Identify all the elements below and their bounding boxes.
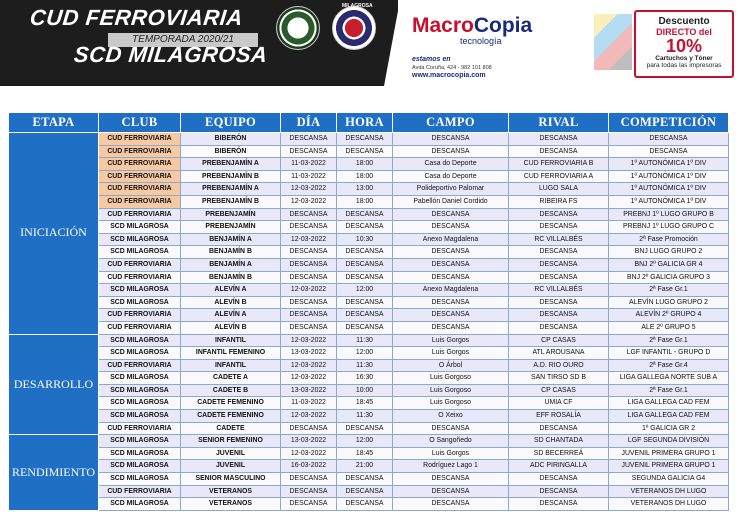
time-cell: 12:00 bbox=[337, 347, 393, 360]
table-row bbox=[9, 473, 729, 486]
table-row bbox=[9, 233, 729, 246]
table-row bbox=[9, 435, 729, 448]
club-cell: SCD MILAGROSA bbox=[99, 233, 181, 246]
team-cell: ALEVÍN A bbox=[181, 284, 281, 297]
club-cell: SCD MILAGROSA bbox=[99, 246, 181, 259]
rival-cell: DESCANSA bbox=[509, 258, 609, 271]
club-cell: SCD MILAGROSA bbox=[99, 221, 181, 234]
day-cell: 13-03-2022 bbox=[281, 435, 337, 448]
field-cell: Luis Gorgoso bbox=[393, 372, 509, 385]
crest-label: MILAGROSA bbox=[342, 3, 373, 9]
team-cell: INFANTIL bbox=[181, 334, 281, 347]
rival-cell: SD BECERREÁ bbox=[509, 447, 609, 460]
competition-cell: BNJ LUGO GRUPO 2 bbox=[609, 246, 729, 259]
table-row bbox=[9, 296, 729, 309]
table-row bbox=[9, 334, 729, 347]
team-cell: CADETE FEMENINO bbox=[181, 410, 281, 423]
time-cell: DESCANSA bbox=[337, 321, 393, 334]
header-banner bbox=[0, 0, 750, 92]
table-row bbox=[9, 246, 729, 259]
table-row bbox=[9, 208, 729, 221]
time-cell: DESCANSA bbox=[337, 473, 393, 486]
time-cell: DESCANSA bbox=[337, 208, 393, 221]
col-header-equipo: EQUIPO bbox=[181, 113, 281, 133]
team-cell: BENJAMÍN B bbox=[181, 246, 281, 259]
team-cell: ALEVÍN B bbox=[181, 321, 281, 334]
day-cell: DESCANSA bbox=[281, 296, 337, 309]
team-cell: BIBERÓN bbox=[181, 145, 281, 158]
club-cell: SCD MILAGROSA bbox=[99, 334, 181, 347]
day-cell: 13-03-2022 bbox=[281, 347, 337, 360]
club-cell: SCD MILAGROSA bbox=[99, 460, 181, 473]
rival-cell: CUD FERROVIARIA B bbox=[509, 158, 609, 171]
rival-cell: RC VILLALBÉS bbox=[509, 233, 609, 246]
field-cell: O Árbol bbox=[393, 359, 509, 372]
rival-cell: ATL AROUSANA bbox=[509, 347, 609, 360]
day-cell: 12-03-2022 bbox=[281, 284, 337, 297]
competition-cell: 1º AUTONÓMICA 1º DIV bbox=[609, 158, 729, 171]
competition-cell: 1º AUTONÓMICA 1º DIV bbox=[609, 195, 729, 208]
rival-cell: DESCANSA bbox=[509, 485, 609, 498]
table-row bbox=[9, 347, 729, 360]
day-cell: 12-03-2022 bbox=[281, 410, 337, 423]
col-header-dia: DÍA bbox=[281, 113, 337, 133]
rival-cell: SD CHANTADA bbox=[509, 435, 609, 448]
field-cell: DESCANSA bbox=[393, 221, 509, 234]
competition-cell: 1º GALICIA GR 2 bbox=[609, 422, 729, 435]
rival-cell: DESCANSA bbox=[509, 296, 609, 309]
rival-cell: ADC PIRINGALLA bbox=[509, 460, 609, 473]
club-cell: SCD MILAGROSA bbox=[99, 284, 181, 297]
table-row bbox=[9, 284, 729, 297]
time-cell: 18:00 bbox=[337, 158, 393, 171]
competition-cell: ALEVÍN 2º GRUPO 4 bbox=[609, 309, 729, 322]
rival-cell: LUGO SALA bbox=[509, 183, 609, 196]
day-cell: 12-03-2022 bbox=[281, 183, 337, 196]
rival-cell: CP CASAS bbox=[509, 334, 609, 347]
field-cell: DESCANSA bbox=[393, 485, 509, 498]
table-row bbox=[9, 133, 729, 146]
rival-cell: CUD FERROVIARIA A bbox=[509, 170, 609, 183]
club-cell: SCD MILAGROSA bbox=[99, 296, 181, 309]
day-cell: DESCANSA bbox=[281, 208, 337, 221]
field-cell: Rodríguez Lago 1 bbox=[393, 460, 509, 473]
rival-cell: RIBEIRA FS bbox=[509, 195, 609, 208]
team-cell: BENJAMÍN A bbox=[181, 233, 281, 246]
sponsor-address: Avda Coruña, 424 - 982 101 808 bbox=[412, 65, 492, 71]
time-cell: DESCANSA bbox=[337, 485, 393, 498]
field-cell: Luis Gorgoso bbox=[393, 384, 509, 397]
table-row bbox=[9, 410, 729, 423]
table-row bbox=[9, 145, 729, 158]
col-header-campo: CAMPO bbox=[393, 113, 509, 133]
competition-cell: LIGA GALLEGA CAD FEM bbox=[609, 410, 729, 423]
competition-cell: ALEVÍN LUGO GRUPO 2 bbox=[609, 296, 729, 309]
rival-cell: EFF ROSALÍA bbox=[509, 410, 609, 423]
table-row bbox=[9, 422, 729, 435]
club-cell: CUD FERROVIARIA bbox=[99, 422, 181, 435]
banner-title-line2: SCD MILAGROSA bbox=[72, 42, 269, 67]
field-cell: Anexo Magdalena bbox=[393, 284, 509, 297]
banner-title-line1: CUD FERROVIARIA bbox=[28, 5, 245, 30]
team-cell: SENIOR MASCULINO bbox=[181, 473, 281, 486]
time-cell: DESCANSA bbox=[337, 498, 393, 511]
team-cell: VETERANOS bbox=[181, 485, 281, 498]
day-cell: DESCANSA bbox=[281, 309, 337, 322]
time-cell: 16:30 bbox=[337, 372, 393, 385]
competition-cell: SEGUNDA GALICIA G4 bbox=[609, 473, 729, 486]
field-cell: DESCANSA bbox=[393, 271, 509, 284]
competition-cell: JUVENIL PRIMERA GRUPO 1 bbox=[609, 447, 729, 460]
table-row bbox=[9, 384, 729, 397]
day-cell: 12-03-2022 bbox=[281, 195, 337, 208]
team-cell: VETERANOS bbox=[181, 498, 281, 511]
club-cell: SCD MILAGROSA bbox=[99, 410, 181, 423]
rival-cell: DESCANSA bbox=[509, 498, 609, 511]
table-row bbox=[9, 447, 729, 460]
time-cell: 18:00 bbox=[337, 195, 393, 208]
competition-cell: LGF SEGUNDA DIVISIÓN bbox=[609, 435, 729, 448]
competition-cell: 1º AUTONÓMICA 1º DIV bbox=[609, 170, 729, 183]
club-cell: SCD MILAGROSA bbox=[99, 498, 181, 511]
milagrosa-crest-icon bbox=[332, 6, 376, 50]
day-cell: DESCANSA bbox=[281, 498, 337, 511]
table-row bbox=[9, 372, 729, 385]
team-cell: CADETE bbox=[181, 422, 281, 435]
field-cell: DESCANSA bbox=[393, 208, 509, 221]
field-cell: DESCANSA bbox=[393, 309, 509, 322]
table-row bbox=[9, 321, 729, 334]
rival-cell: CP CASAS bbox=[509, 384, 609, 397]
sponsor-ad[interactable] bbox=[398, 0, 750, 86]
day-cell: 16-03-2022 bbox=[281, 460, 337, 473]
field-cell: O Xeixo bbox=[393, 410, 509, 423]
day-cell: DESCANSA bbox=[281, 145, 337, 158]
day-cell: DESCANSA bbox=[281, 485, 337, 498]
stage-cell: INICIACIÓN bbox=[9, 133, 99, 335]
time-cell: DESCANSA bbox=[337, 221, 393, 234]
club-cell: CUD FERROVIARIA bbox=[99, 208, 181, 221]
col-header-hora: HORA bbox=[337, 113, 393, 133]
rival-cell: DESCANSA bbox=[509, 309, 609, 322]
field-cell: Casa do Deporte bbox=[393, 170, 509, 183]
table-row bbox=[9, 309, 729, 322]
field-cell: Casa do Deporte bbox=[393, 158, 509, 171]
competition-cell: ALE 2º GRUPO 5 bbox=[609, 321, 729, 334]
rival-cell: UMIA CF bbox=[509, 397, 609, 410]
field-cell: Luis Gorgos bbox=[393, 447, 509, 460]
field-cell: DESCANSA bbox=[393, 296, 509, 309]
team-cell: CADETE A bbox=[181, 372, 281, 385]
time-cell: 18:45 bbox=[337, 397, 393, 410]
time-cell: 18:00 bbox=[337, 170, 393, 183]
time-cell: 10:30 bbox=[337, 233, 393, 246]
club-cell: CUD FERROVIARIA bbox=[99, 359, 181, 372]
promo-line4: Cartuchos y Tóner bbox=[655, 55, 713, 62]
club-cell: SCD MILAGROSA bbox=[99, 384, 181, 397]
time-cell: DESCANSA bbox=[337, 271, 393, 284]
table-header-row bbox=[9, 113, 729, 133]
table-row bbox=[9, 221, 729, 234]
competition-cell: VETERANOS DH LUGO bbox=[609, 498, 729, 511]
club-cell: SCD MILAGROSA bbox=[99, 473, 181, 486]
club-cell: SCD MILAGROSA bbox=[99, 372, 181, 385]
field-cell: Luis Gorgoso bbox=[393, 397, 509, 410]
club-cell: CUD FERROVIARIA bbox=[99, 195, 181, 208]
competition-cell: 2ª Fase Gr.1 bbox=[609, 284, 729, 297]
team-cell: BENJAMÍN A bbox=[181, 258, 281, 271]
sponsor-addr-intro: estamos en bbox=[412, 56, 451, 63]
rival-cell: A.D. RIO OURO bbox=[509, 359, 609, 372]
field-cell: Polideportivo Palomar bbox=[393, 183, 509, 196]
time-cell: DESCANSA bbox=[337, 296, 393, 309]
competition-cell: LGF INFANTIL - GRUPO D bbox=[609, 347, 729, 360]
stage-cell: RENDIMIENTO bbox=[9, 435, 99, 511]
day-cell: 11-03-2022 bbox=[281, 158, 337, 171]
time-cell: 18:45 bbox=[337, 447, 393, 460]
sponsor-logo bbox=[412, 14, 532, 38]
rival-cell: SAN TIRSO SD B bbox=[509, 372, 609, 385]
day-cell: 13-03-2022 bbox=[281, 384, 337, 397]
time-cell: DESCANSA bbox=[337, 246, 393, 259]
table-row bbox=[9, 460, 729, 473]
team-cell: PREBENJAMÍN bbox=[181, 208, 281, 221]
competition-cell: JUVENIL PRIMERA GRUPO 1 bbox=[609, 460, 729, 473]
day-cell: 11-03-2022 bbox=[281, 170, 337, 183]
field-cell: Luis Gorgos bbox=[393, 334, 509, 347]
day-cell: DESCANSA bbox=[281, 221, 337, 234]
time-cell: 21:00 bbox=[337, 460, 393, 473]
rival-cell: DESCANSA bbox=[509, 133, 609, 146]
col-header-rival: RIVAL bbox=[509, 113, 609, 133]
team-cell: SENIOR FEMENINO bbox=[181, 435, 281, 448]
field-cell: Pabellón Daniel Cordido bbox=[393, 195, 509, 208]
season-label: TEMPORADA 2020/21 bbox=[108, 33, 258, 47]
club-cell: CUD FERROVIARIA bbox=[99, 309, 181, 322]
club-cell: CUD FERROVIARIA bbox=[99, 183, 181, 196]
day-cell: DESCANSA bbox=[281, 422, 337, 435]
col-header-etapa: ETAPA bbox=[9, 113, 99, 133]
field-cell: DESCANSA bbox=[393, 473, 509, 486]
time-cell: DESCANSA bbox=[337, 258, 393, 271]
competition-cell: 2ª Fase Gr.1 bbox=[609, 384, 729, 397]
team-cell: BIBERÓN bbox=[181, 133, 281, 146]
table-row bbox=[9, 485, 729, 498]
time-cell: DESCANSA bbox=[337, 145, 393, 158]
team-cell: JUVENIL bbox=[181, 447, 281, 460]
team-cell: ALEVÍN B bbox=[181, 296, 281, 309]
team-cell: BENJAMÍN B bbox=[181, 271, 281, 284]
sponsor-subtitle: tecnología bbox=[460, 36, 502, 46]
team-cell: PREBENJAMÍN A bbox=[181, 183, 281, 196]
club-cell: SCD MILAGROSA bbox=[99, 347, 181, 360]
club-cell: SCD MILAGROSA bbox=[99, 447, 181, 460]
day-cell: 12-03-2022 bbox=[281, 447, 337, 460]
competition-cell: 2ª Fase Gr.1 bbox=[609, 334, 729, 347]
ferroviaria-crest-icon bbox=[276, 6, 320, 50]
day-cell: 12-03-2022 bbox=[281, 334, 337, 347]
field-cell: Anexo Magdalena bbox=[393, 233, 509, 246]
club-cell: CUD FERROVIARIA bbox=[99, 258, 181, 271]
competition-cell: LIGA GALLEGA NORTE SUB A bbox=[609, 372, 729, 385]
competition-cell: BNJ 2º GALICIA GR 4 bbox=[609, 258, 729, 271]
time-cell: DESCANSA bbox=[337, 133, 393, 146]
time-cell: 12:00 bbox=[337, 435, 393, 448]
field-cell: DESCANSA bbox=[393, 145, 509, 158]
sponsor-website[interactable]: www.macrocopia.com bbox=[412, 72, 486, 79]
competition-cell: DESCANSA bbox=[609, 145, 729, 158]
rival-cell: DESCANSA bbox=[509, 473, 609, 486]
col-header-competicion: COMPETICIÓN bbox=[609, 113, 729, 133]
competition-cell: PREBNJ 1º LUGO GRUPO B bbox=[609, 208, 729, 221]
promo-box bbox=[634, 10, 734, 78]
promo-line1: Descuento bbox=[658, 16, 710, 27]
table-row bbox=[9, 195, 729, 208]
table-row bbox=[9, 271, 729, 284]
team-cell: CADETE B bbox=[181, 384, 281, 397]
day-cell: 11-03-2022 bbox=[281, 397, 337, 410]
field-cell: DESCANSA bbox=[393, 133, 509, 146]
club-cell: CUD FERROVIARIA bbox=[99, 145, 181, 158]
field-cell: DESCANSA bbox=[393, 321, 509, 334]
team-cell: INFANTIL FEMENINO bbox=[181, 347, 281, 360]
rival-cell: DESCANSA bbox=[509, 271, 609, 284]
day-cell: DESCANSA bbox=[281, 271, 337, 284]
time-cell: 11:30 bbox=[337, 410, 393, 423]
competition-cell: DESCANSA bbox=[609, 133, 729, 146]
competition-cell: 2ª Fase Promoción bbox=[609, 233, 729, 246]
team-cell: ALEVÍN A bbox=[181, 309, 281, 322]
rival-cell: DESCANSA bbox=[509, 422, 609, 435]
schedule-table bbox=[8, 112, 729, 511]
field-cell: O Sangoñedo bbox=[393, 435, 509, 448]
team-cell: CADETE FEMENINO bbox=[181, 397, 281, 410]
promo-percent: 10% bbox=[665, 36, 703, 56]
time-cell: DESCANSA bbox=[337, 309, 393, 322]
table-row bbox=[9, 359, 729, 372]
stage-cell: DESARROLLO bbox=[9, 334, 99, 435]
field-cell: DESCANSA bbox=[393, 498, 509, 511]
team-cell: PREBENJAMÍN B bbox=[181, 170, 281, 183]
schedule-body bbox=[9, 133, 729, 511]
team-cell: PREBENJAMÍN A bbox=[181, 158, 281, 171]
club-cell: CUD FERROVIARIA bbox=[99, 158, 181, 171]
time-cell: 11:30 bbox=[337, 334, 393, 347]
club-cell: CUD FERROVIARIA bbox=[99, 321, 181, 334]
competition-cell: 2ª Fase Gr.4 bbox=[609, 359, 729, 372]
field-cell: DESCANSA bbox=[393, 422, 509, 435]
promo-line5: para todas las impresoras bbox=[646, 62, 722, 69]
table-row bbox=[9, 183, 729, 196]
team-cell: PREBENJAMÍN B bbox=[181, 195, 281, 208]
rival-cell: DESCANSA bbox=[509, 221, 609, 234]
club-cell: CUD FERROVIARIA bbox=[99, 133, 181, 146]
table-row bbox=[9, 258, 729, 271]
table-row bbox=[9, 158, 729, 171]
competition-cell: LIGA GALLEGA CAD FEM bbox=[609, 397, 729, 410]
team-cell: INFANTIL bbox=[181, 359, 281, 372]
rival-cell: DESCANSA bbox=[509, 208, 609, 221]
field-cell: DESCANSA bbox=[393, 258, 509, 271]
table-row bbox=[9, 397, 729, 410]
col-header-club: CLUB bbox=[99, 113, 181, 133]
team-cell: JUVENIL bbox=[181, 460, 281, 473]
sponsor-logo-red: Macro bbox=[412, 14, 474, 37]
time-cell: 13:00 bbox=[337, 183, 393, 196]
competition-cell: BNJ 2º GALICIA GRUPO 3 bbox=[609, 271, 729, 284]
table-row bbox=[9, 498, 729, 511]
day-cell: DESCANSA bbox=[281, 321, 337, 334]
rival-cell: DESCANSA bbox=[509, 246, 609, 259]
competition-cell: 1º AUTONÓMICA 1º DIV bbox=[609, 183, 729, 196]
time-cell: 12:00 bbox=[337, 284, 393, 297]
field-cell: Luis Gorgos bbox=[393, 347, 509, 360]
day-cell: DESCANSA bbox=[281, 258, 337, 271]
promo-line2: DIRECTO del bbox=[656, 27, 712, 37]
rival-cell: RC VILLALBÉS bbox=[509, 284, 609, 297]
competition-cell: VETERANOS DH LUGO bbox=[609, 485, 729, 498]
day-cell: 12-03-2022 bbox=[281, 233, 337, 246]
rival-cell: DESCANSA bbox=[509, 145, 609, 158]
day-cell: 12-03-2022 bbox=[281, 372, 337, 385]
club-cell: CUD FERROVIARIA bbox=[99, 271, 181, 284]
time-cell: DESCANSA bbox=[337, 422, 393, 435]
field-cell: DESCANSA bbox=[393, 246, 509, 259]
sponsor-logo-blue: Copia bbox=[473, 14, 533, 37]
day-cell: DESCANSA bbox=[281, 246, 337, 259]
table-row bbox=[9, 170, 729, 183]
team-cell: PREBENJAMÍN bbox=[181, 221, 281, 234]
club-cell: CUD FERROVIARIA bbox=[99, 170, 181, 183]
day-cell: DESCANSA bbox=[281, 133, 337, 146]
time-cell: 11:30 bbox=[337, 359, 393, 372]
cartridges-image-icon bbox=[594, 14, 632, 70]
club-cell: SCD MILAGROSA bbox=[99, 397, 181, 410]
club-cell: SCD MILAGROSA bbox=[99, 435, 181, 448]
club-cell: CUD FERROVIARIA bbox=[99, 485, 181, 498]
competition-cell: PREBNJ 1º LUGO GRUPO C bbox=[609, 221, 729, 234]
day-cell: DESCANSA bbox=[281, 473, 337, 486]
rival-cell: DESCANSA bbox=[509, 321, 609, 334]
time-cell: 10:00 bbox=[337, 384, 393, 397]
day-cell: 12-03-2022 bbox=[281, 359, 337, 372]
